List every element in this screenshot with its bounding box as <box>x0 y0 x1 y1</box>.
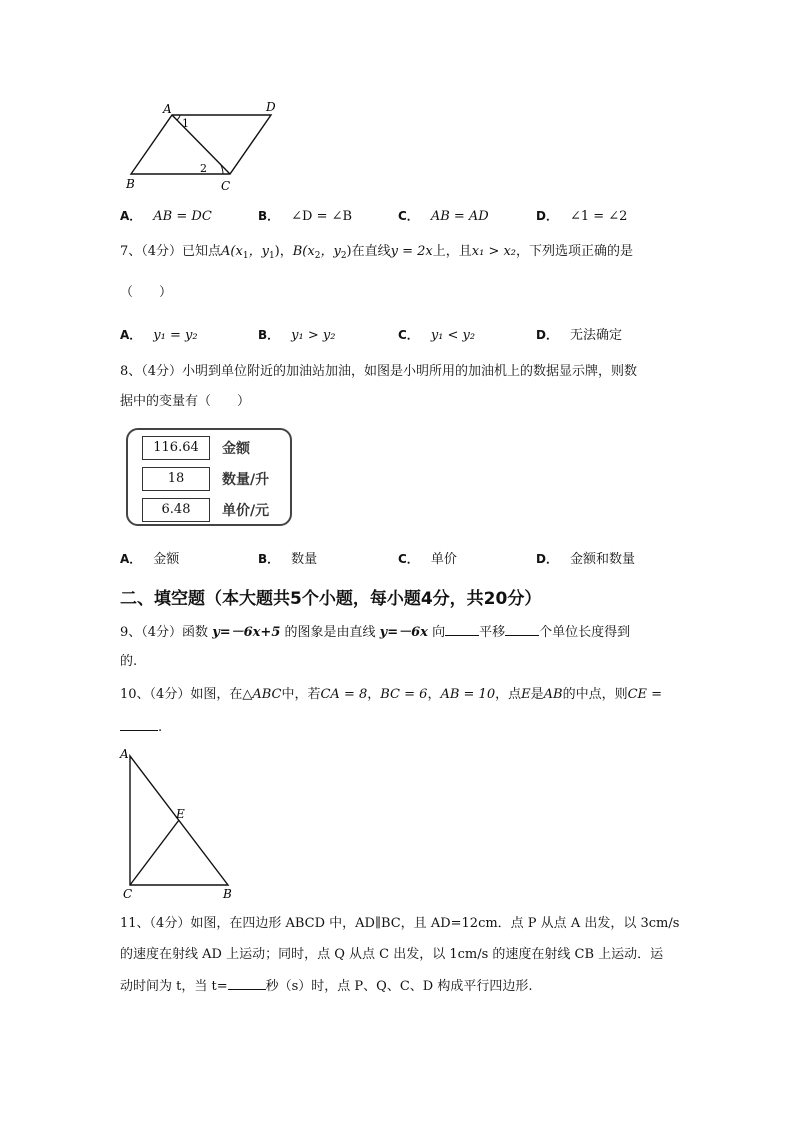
q9-question: 9、（4分）函数 y=－6x+5 的图象是由直线 y=－6x 向 平移 个单位长度得到 <box>120 625 631 640</box>
q10-blank <box>120 718 158 731</box>
parallelogram-figure <box>120 96 290 196</box>
q9-line2: 的. <box>120 654 138 669</box>
label-a2: A <box>120 747 129 761</box>
triangle-figure <box>116 742 246 902</box>
q7-question: 7、（4分）已知点$A(x_1$，$y_1$)，$B(x_2$，$y_2$)在直线y = 2x上，且x₁ > x₂，下列选项正确的是 <box>120 244 634 261</box>
q10-question: 10、（4分）如图，在△ABC中，若CA = 8，BC = 6，AB = 10，点E是AB的中点，则CE = <box>120 687 663 702</box>
q7-paren: （ ） <box>120 285 173 300</box>
section-heading: 二、填空题（本大题共5个小题，每小题4分，共20分） <box>120 589 542 609</box>
label-c2: C <box>123 887 133 901</box>
q7-option-d: D． 无法确定 <box>536 328 622 343</box>
label-c: C <box>221 179 231 193</box>
fuel-pump-display <box>126 428 292 526</box>
label-e: E <box>176 807 185 821</box>
q8-question-line2: 据中的变量有（ ） <box>120 394 251 409</box>
q8-question-line1: 8、（4分）小明到单位附近的加油站加油，如图是小明所用的加油机上的数据显示牌，则数 <box>120 364 638 379</box>
q11-line2: 的速度在射线 AD 上运动；同时，点 Q 从点 C 出发，以 1cm/s 的速度在射线 CB 上运动．运 <box>120 947 664 962</box>
label-b: B <box>126 177 135 191</box>
label-a: A <box>163 102 172 116</box>
q11-line1: 11、（4分）如图，在四边形 ABCD 中，AD∥BC，且 AD=12cm．点 P 从点 A 出发，以 3cm/s <box>120 916 680 931</box>
q7-option-b: B． y₁ > y₂ <box>258 328 336 343</box>
q8-option-a: A． 金额 <box>120 552 180 567</box>
label-angle2: 2 <box>200 162 207 175</box>
q9-blank-units <box>505 623 539 636</box>
q6-option-c: C． AB = AD <box>398 209 489 224</box>
q10-answer-line: . <box>120 718 162 737</box>
display-value-amount: 116.64 <box>142 436 210 460</box>
display-label-price: 单价/元 <box>222 503 270 519</box>
display-label-quantity: 数量/升 <box>222 472 270 488</box>
median-ce <box>130 820 179 885</box>
q9-blank-direction <box>445 623 479 636</box>
display-value-quantity: 18 <box>142 467 210 491</box>
q11-blank <box>228 977 266 990</box>
q6-option-b: B． ∠D = ∠B <box>258 209 353 224</box>
angle1-arc <box>177 115 180 120</box>
q8-option-d: D． 金额和数量 <box>536 552 635 567</box>
display-value-price: 6.48 <box>142 498 210 522</box>
q7-option-c: C． y₁ < y₂ <box>398 328 476 343</box>
q6-option-d: D． ∠1 = ∠2 <box>536 209 628 224</box>
q11-line3: 动时间为 t，当 t= 秒（s）时，点 P、Q、C、D 构成平行四边形. <box>120 979 533 994</box>
label-angle1: 1 <box>182 117 189 130</box>
q7-option-a: A． y₁ = y₂ <box>120 328 198 343</box>
q8-option-c: C． 单价 <box>398 552 457 567</box>
label-d: D <box>266 100 276 114</box>
display-label-amount: 金额 <box>222 441 250 457</box>
q6-option-a: A． AB = DC <box>120 209 212 224</box>
q8-option-b: B． 数量 <box>258 552 318 567</box>
label-b2: B <box>223 887 232 901</box>
